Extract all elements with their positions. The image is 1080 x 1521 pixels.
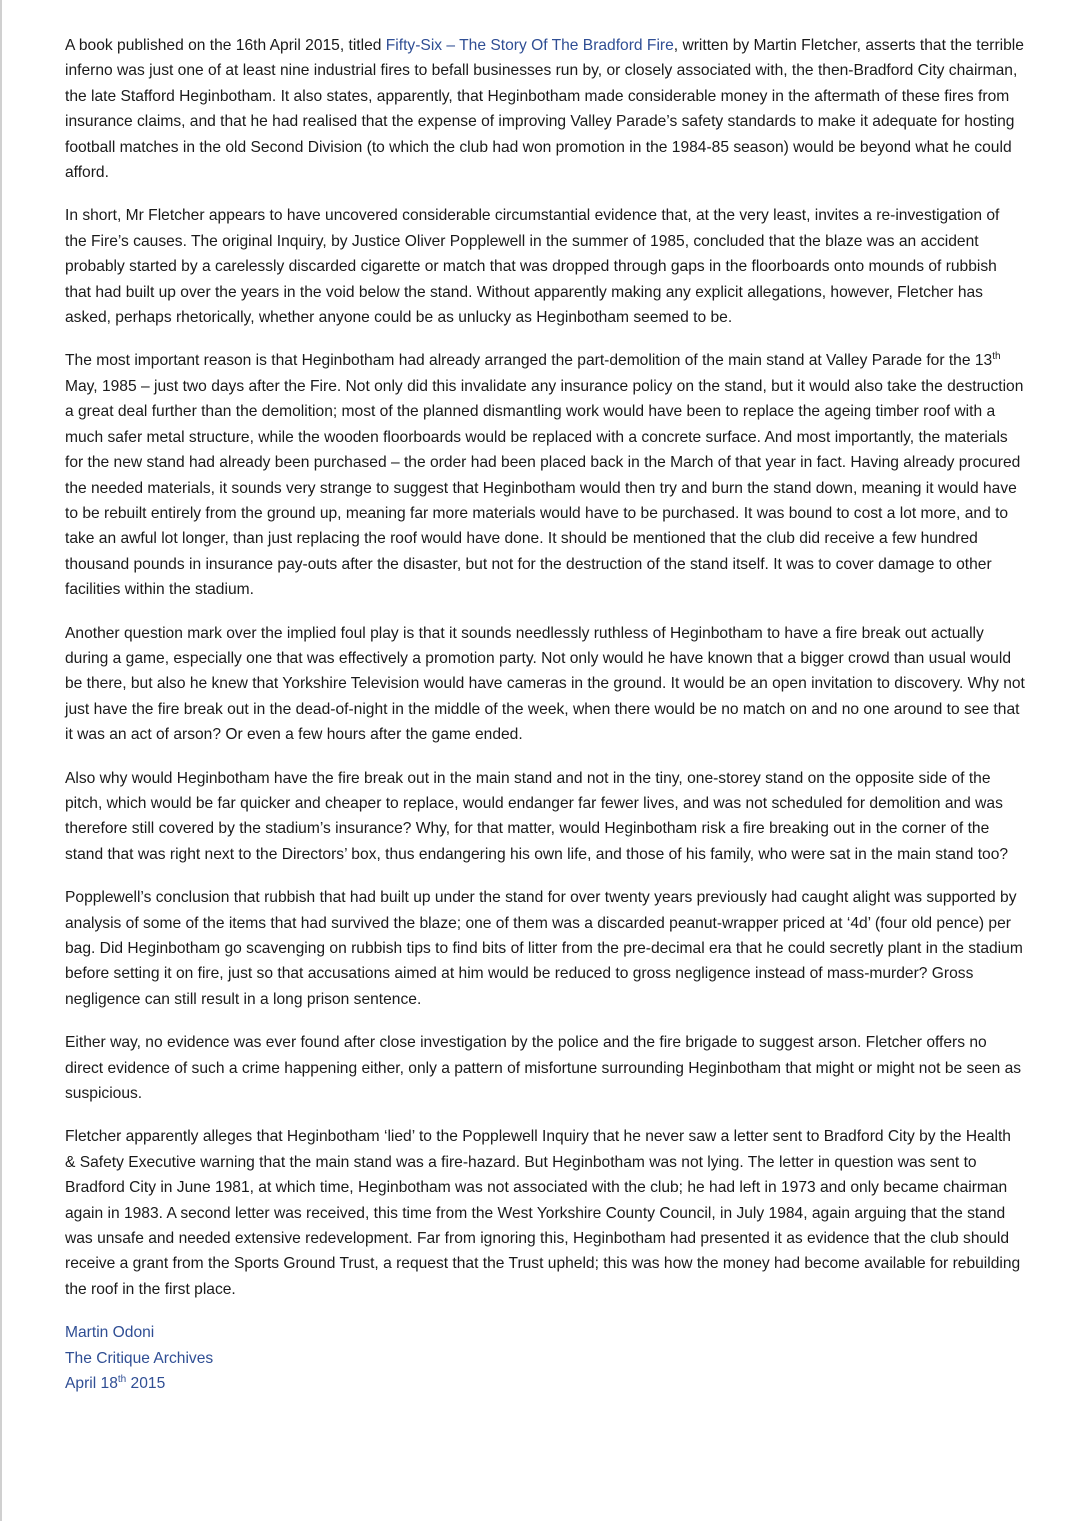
signature-date-lead: April 18 (65, 1375, 118, 1393)
article-body (65, 33, 1025, 1397)
paragraph-1 (65, 33, 1025, 185)
signature-block (65, 1320, 1025, 1396)
signature-publication: The Critique Archives (65, 1349, 214, 1367)
paragraph-3 (65, 348, 1025, 602)
paragraph-3-rest: May, 1985 – just two days after the Fire. Not only did this invalidate any insurance policy on the stand, but it would also take the destruction a great deal further than the demolition; most of the planned dismantling work would have been to replace the ageing timber roof with a much safer metal structure, while the wooden floorboards would be replaced with a concrete surface. And most importantly, the materials for the new stand had already been purchased – the order had been placed back in the March of that year in fact. Having already procured the needed materials, it sounds very strange to suggest that Heginbotham would then try and burn the stand down, meaning it would have to be rebuilt entirely from the ground up, meaning far more materials would have to be purchased. It was bound to cost a lot more, and to take an awful lot longer, than just replacing the roof would have done. It should be mentioned that the club did receive a few hundred thousand pounds in insurance pay-outs after the disaster, but not for the destruction of the stand itself. It was to cover damage to other facilities within the stadium. (65, 377, 1024, 599)
signature-author: Martin Odoni (65, 1324, 155, 1342)
ordinal-suffix: th (992, 351, 1001, 363)
paragraph-7: Either way, no evidence was ever found after close investigation by the police and the fire brigade to suggest arson. Fletcher offers no direct evidence of such a crime happening either, only a pattern of misfortune surrounding Heginbotham that might or might not be seen as suspicious. (65, 1034, 1022, 1103)
paragraph-3-lead: The most important reason is that Heginbotham had already arranged the part-demolition of the main stand at Valley Parade for the 13 (65, 352, 993, 370)
paragraph-1-lead: A book published on the 16th April 2015, titled (65, 37, 386, 54)
book-title-link[interactable]: Fifty-Six – The Story Of The Bradford Fire (385, 37, 674, 54)
paragraph-8: Fletcher apparently alleges that Heginbotham ‘lied’ to the Popplewell Inquiry that he never saw a letter sent to Bradford City by the Health & Safety Executive warning that the main stand was a fire-hazard. But Heginbotham was not lying. The letter in question was sent to Bradford City in June 1981, at which time, Heginbotham was not associated with the club; he had left in 1973 and only became chairman again in 1983. A second letter was received, this time from the West Yorkshire County Council, in July 1984, again arguing that the stand was unsafe and needed extensive redevelopment. Far from ignoring this, Heginbotham had presented it as evidence that the club should receive a grant from the Sports Ground Trust, a request that the Trust upheld; this was how the money had become available for rebuilding the roof in the first place. (65, 1128, 1021, 1298)
paragraph-6: Popplewell’s conclusion that rubbish that had built up under the stand for over twenty years previously had caught alight was supported by analysis of some of the items that had survived the blaze; one of them was a discarded peanut-wrapper priced at ‘4d’ (four old pence) per bag. Did Heginbotham go scavenging on rubbish tips to find bits of litter from the pre-decimal era that he could secretly plant in the stadium before setting it on fire, just so that accusations aimed at him would be reduced to gross negligence instead of mass-murder? Gross negligence can still result in a long prison sentence. (65, 889, 1023, 1008)
signature-date-suffix: th (117, 1373, 127, 1385)
page-edge-line (0, 0, 2, 1521)
signature-date (65, 1371, 1025, 1396)
paragraph-4: Another question mark over the implied foul play is that it sounds needlessly ruthless of Heginbotham to have a fire break out actually during a game, especially one that was effectively a promotion party. Not only would he have known that a bigger crowd than usual would be there, but also he knew that Yorkshire Television would have cameras in the ground. It would be an open invitation to discovery. Why not just have the fire break out in the dead-of-night in the middle of the week, when there would be no match on and no one around to see that it was an act of arson? Or even a few hours after the game ended. (65, 624, 1025, 744)
paragraph-2: In short, Mr Fletcher appears to have uncovered considerable circumstantial evidence that, at the very least, invites a re-investigation of the Fire’s causes. The original Inquiry, by Justice Oliver Popplewell in the summer of 1985, concluded that the blaze was an accident probably started by a carelessly discarded cigarette or match that was dropped through gaps in the floorboards onto mounds of rubbish that had built up over the years in the void below the stand. Without apparently making any explicit allegations, however, Fletcher has asked, perhaps rhetorically, whether anyone could be as unlucky as Heginbotham seemed to be. (65, 207, 1000, 327)
paragraph-1-rest: , written by Martin Fletcher, asserts that the terrible inferno was just one of at least nine industrial fires to befall businesses run by, or closely associated with, the then-Bradford City chairman, the late Stafford Heginbotham. It also states, apparently, that Heginbotham made considerable money in the aftermath of these fires from insurance claims, and that he had realised that the expense of improving Valley Parade’s safety standards to make it adequate for hosting football matches in the old Second Division (to which the club had won promotion in the 1984-85 season) would be beyond what he could afford. (65, 37, 1024, 182)
paragraph-5: Also why would Heginbotham have the fire break out in the main stand and not in the tiny, one-storey stand on the opposite side of the pitch, which would be far quicker and cheaper to replace, would endanger far fewer lives, and was not scheduled for demolition and was therefore still covered by the stadium’s insurance? Why, for that matter, would Heginbotham risk a fire breaking out in the corner of the stand that was right next to the Directors’ box, thus endangering his own life, and those of his family, who were sat in the main stand too? (65, 769, 1009, 863)
signature-date-year: 2015 (126, 1375, 166, 1393)
